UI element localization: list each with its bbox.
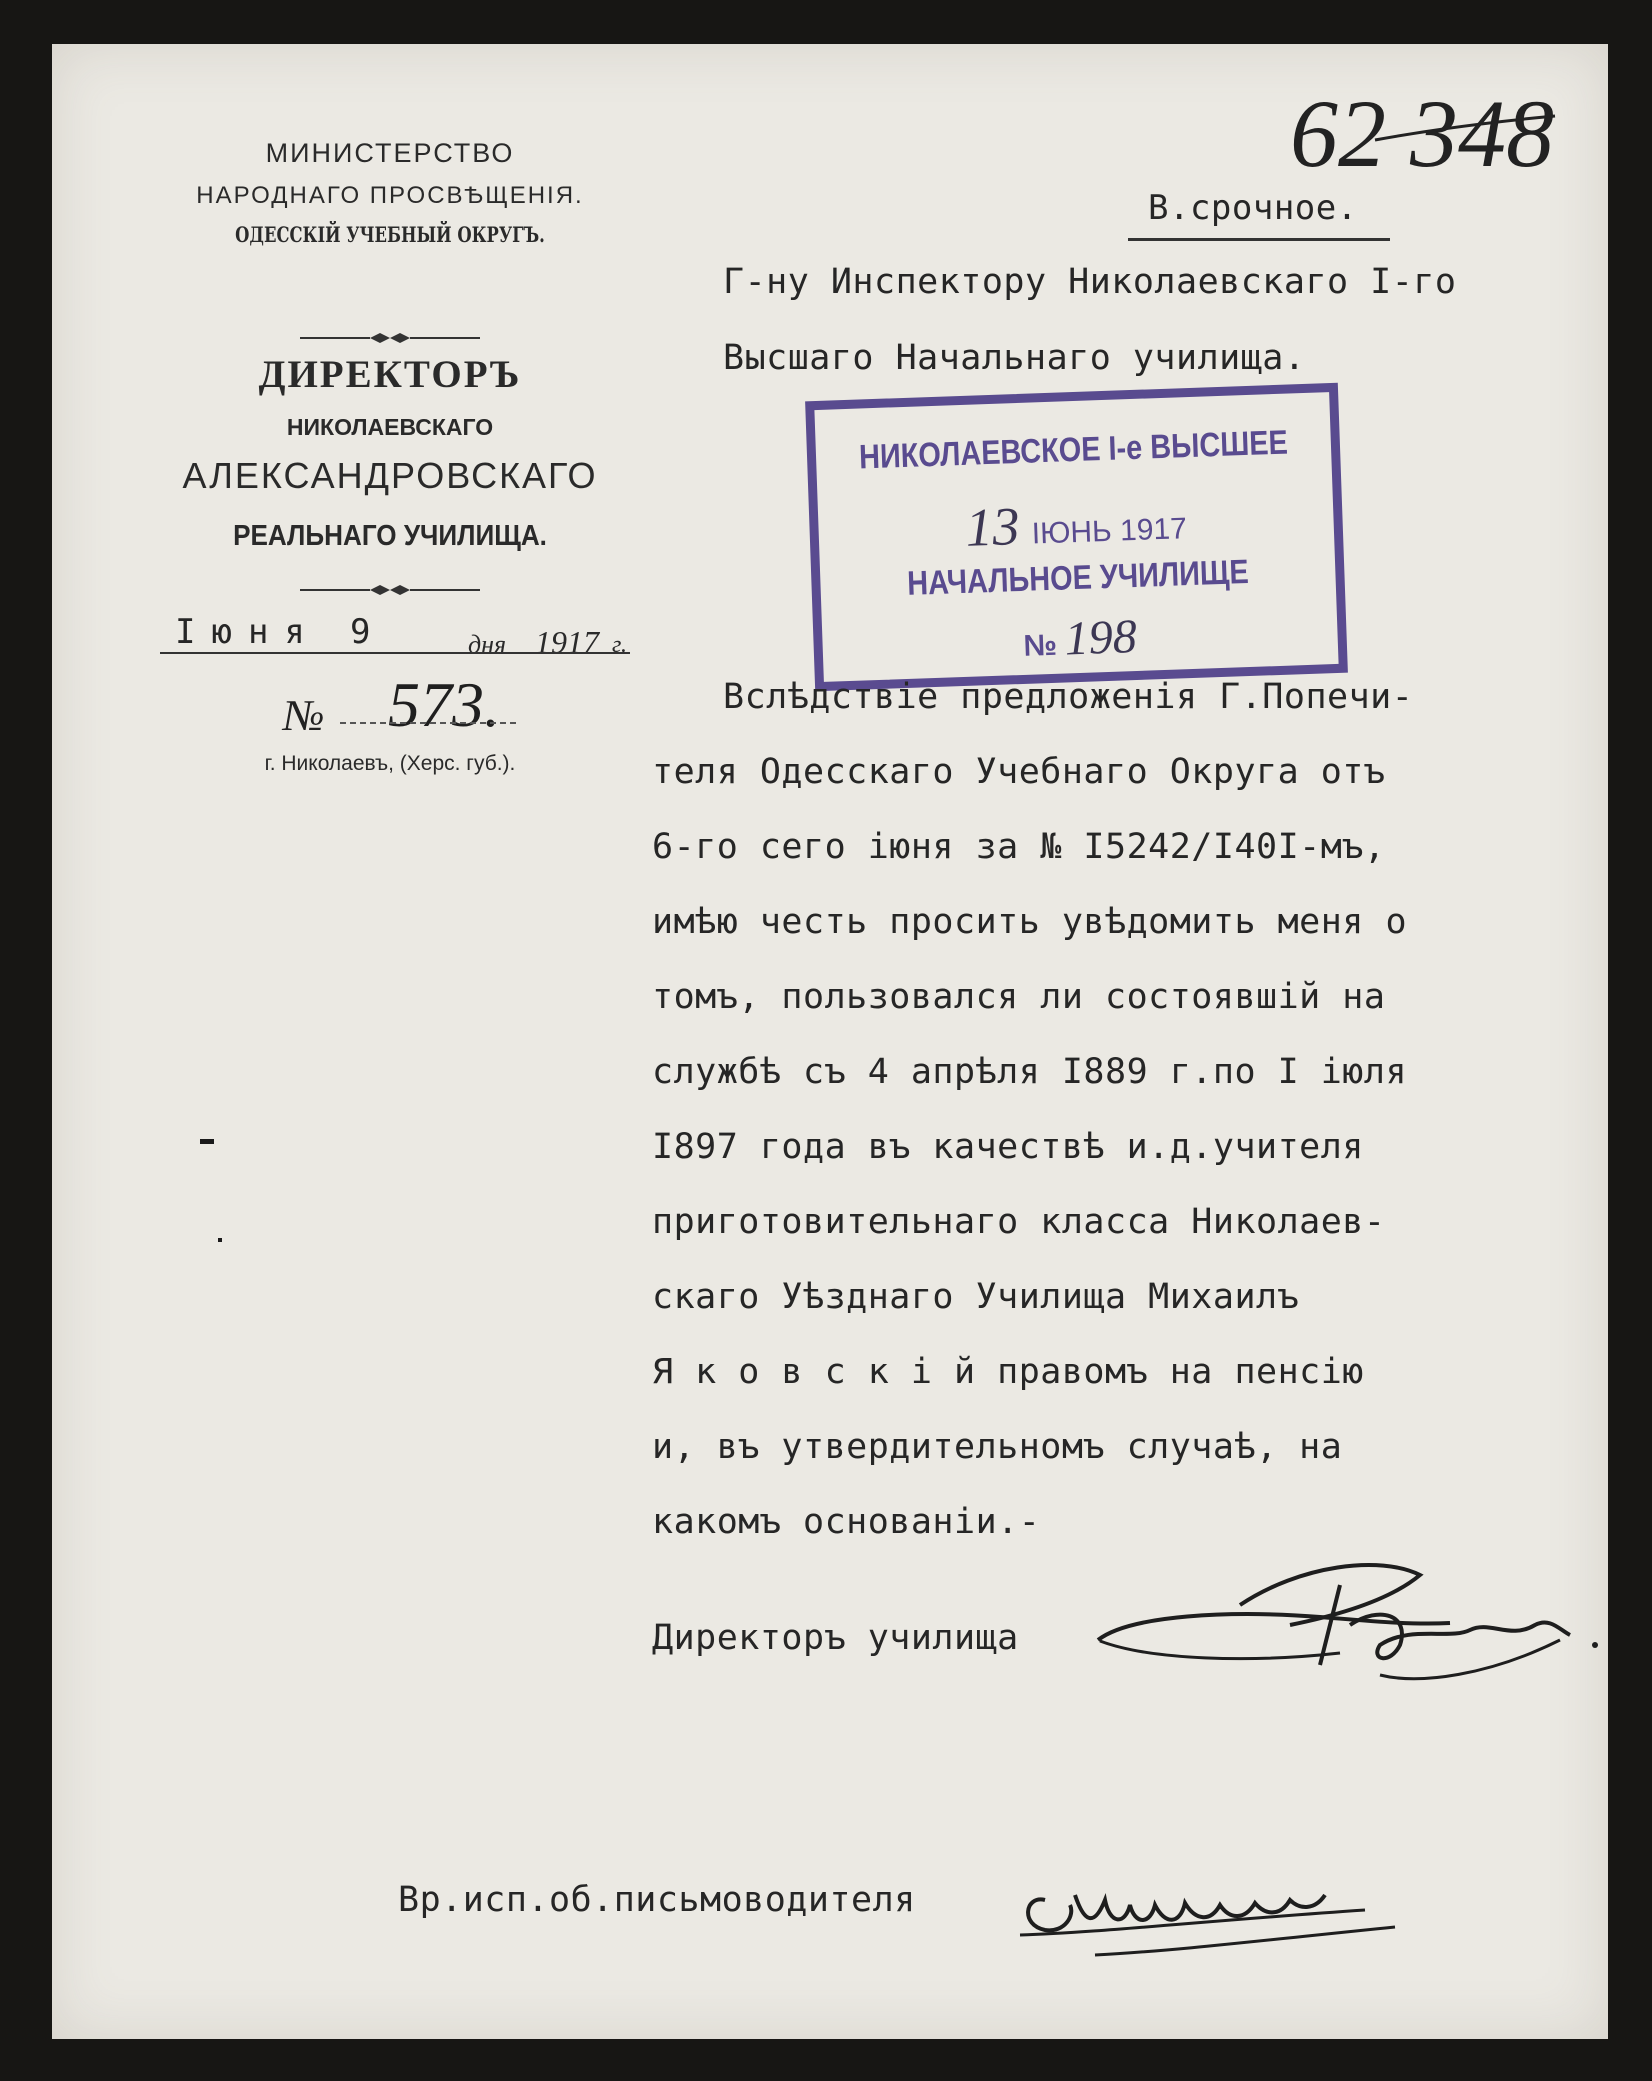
stamp-number-value: 198: [1063, 609, 1138, 666]
margin-mark: [200, 1139, 214, 1144]
ornament-divider: [300, 582, 480, 598]
director-signature: [1090, 1545, 1610, 1695]
date-underline: [160, 652, 630, 654]
letterhead-district: ОДЕССКІЙ УЧЕБНЫЙ ОКРУГЪ.: [235, 222, 545, 247]
body-line: имѣю честь просить увѣдомить меня о: [652, 902, 1408, 942]
body-line: приготовительнаго класса Николаев-: [652, 1202, 1386, 1242]
clerk-label: Вр.исп.об.письмоводителя: [398, 1880, 916, 1920]
stamp-line-1: НИКОЛАЕВСКОЕ І-е ВЫСШЕЕ: [858, 423, 1289, 477]
body-line: службѣ съ 4 апрѣля І889 г.по І іюля: [652, 1052, 1408, 1092]
outgoing-number-sign: №: [283, 691, 325, 740]
date-day: 9: [350, 612, 371, 652]
margin-mark: [218, 1238, 222, 1242]
addressee-line-1: Г-ну Инспектору Николаевскаго І-го: [723, 262, 1457, 302]
clerk-signature: [1015, 1855, 1415, 1975]
date-month: Іюня: [175, 612, 321, 652]
stamp-received-month-year: ІЮНЬ 1917: [1031, 512, 1188, 551]
archive-strike-line: [1370, 110, 1560, 150]
date-year: 1917: [535, 624, 599, 660]
letterhead-ministry: МИНИСТЕРСТВО: [265, 138, 515, 168]
urgency-mark: В.срочное.: [1148, 188, 1358, 228]
body-line: Вслѣдствіе предложенія Г.Попечи-: [723, 677, 1414, 717]
date-g-label: г.: [612, 632, 628, 658]
body-line: и, въ утвердительномъ случаѣ, на: [652, 1427, 1343, 1467]
letterhead-city: г. Николаевъ, (Херс. губ.).: [264, 752, 516, 775]
body-line: 6-го сего іюня за № І5242/І40І-мъ,: [652, 827, 1386, 867]
outgoing-number: 573.: [388, 669, 500, 740]
letterhead-school-line2: АЛЕКСАНДРОВСКАГО: [182, 455, 598, 496]
body-line: І897 года въ качествѣ и.д.учителя: [652, 1127, 1364, 1167]
body-line: Я к о в с к і й правомъ на пенсію: [652, 1352, 1364, 1392]
letterhead-title: ДИРЕКТОРЪ: [258, 353, 522, 396]
letterhead-school-line1: НИКОЛАЕВСКАГО: [286, 414, 494, 440]
addressee-line-2: Высшаго Начальнаго училища.: [723, 338, 1306, 378]
letterhead-ministry-sub: НАРОДНАГО ПРОСВѢЩЕНІЯ.: [196, 182, 584, 209]
body-line: какомъ основаніи.-: [652, 1502, 1041, 1542]
body-line: скаго Уѣзднаго Училища Михаилъ: [652, 1277, 1300, 1317]
stamp-line-2: НАЧАЛЬНОЕ УЧИЛИЩЕ: [906, 553, 1250, 603]
stamp-received-day: 13: [964, 495, 1021, 558]
body-line: теля Одесскаго Учебнаго Округа отъ: [652, 752, 1386, 792]
director-label: Директоръ училища: [652, 1618, 1019, 1658]
letterhead-school-line3: РЕАЛЬНАГО УЧИЛИЩА.: [233, 520, 547, 552]
number-underline: [340, 722, 516, 724]
body-line: томъ, пользовался ли состоявшій на: [652, 977, 1386, 1017]
received-stamp: [805, 383, 1348, 691]
ornament-divider: [300, 330, 480, 346]
urgency-underline: [1128, 238, 1390, 241]
stamp-number-label: №: [1022, 628, 1058, 663]
date-dnya-label: дня: [468, 630, 507, 659]
archive-number: 62 348: [1290, 80, 1554, 187]
stamp-number: [822, 602, 1339, 675]
